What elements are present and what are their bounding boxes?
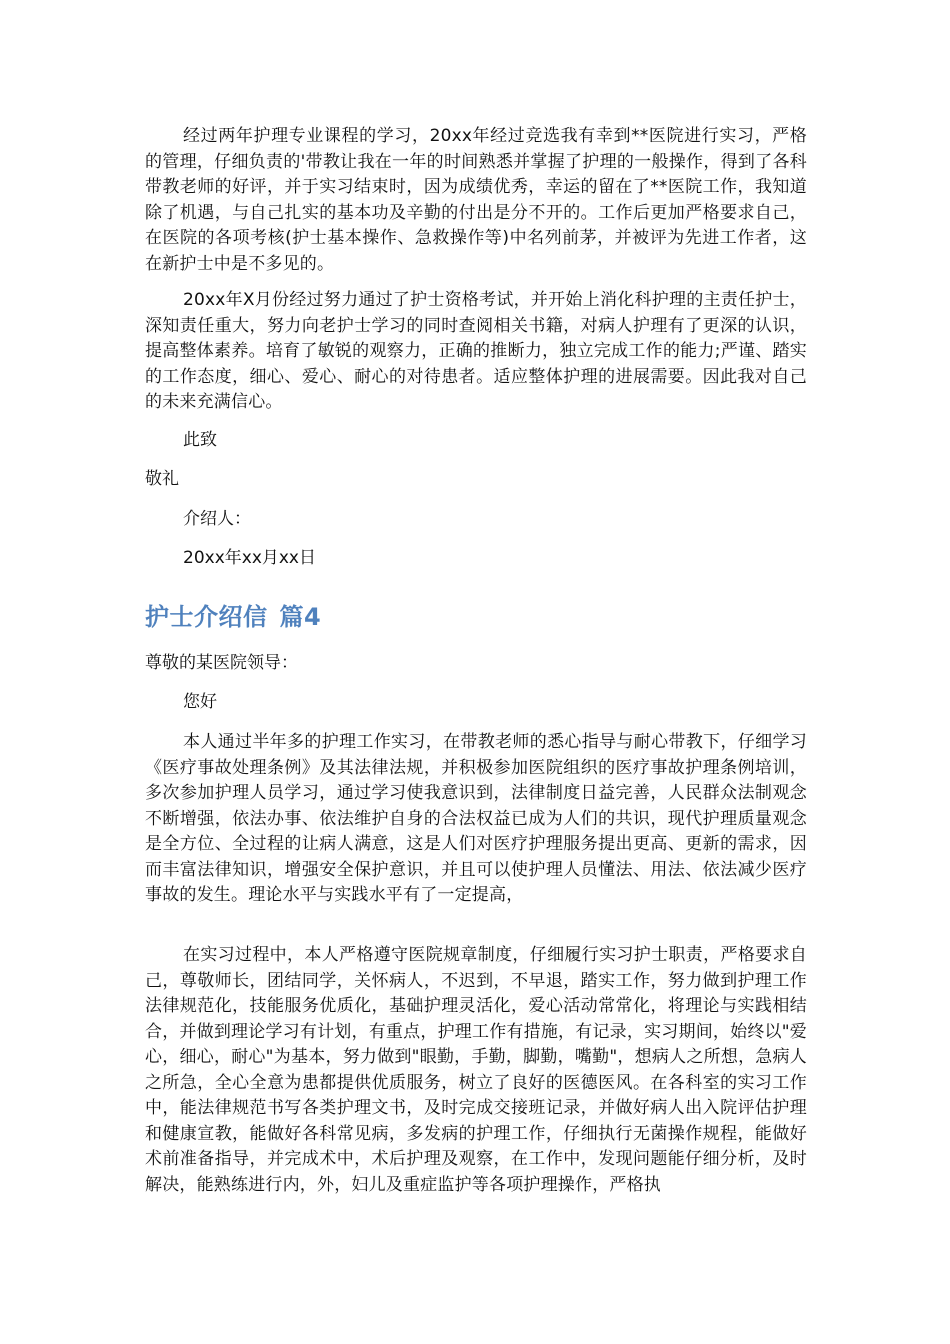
introducer-label: 介绍人： <box>183 509 251 529</box>
paragraph-1: 经过两年护理专业课程的学习，20xx年经过竞选我有幸到**医院进行实习，严格的管理，仔细负责的'带教让我在一年的时间熟悉并掌握了护理的一般操作，得到了各科带教老师的好评，并于实习结束时，因为成绩优秀，幸运的留在了**医院工作，我知道除了机遇，与自己扎实的基本功及辛勤的付出是分不开的。工作后更加严格要求自己，在医院的各项考核(护士基本操作、急救操作等)中名列前茅，并被评为先进工作者，这在新护士中是不多见的。 <box>145 126 807 274</box>
paragraph-4: 在实习过程中，本人严格遵守医院规章制度，仔细履行实习护士职责，严格要求自己，尊敬师长，团结同学，关怀病人，不迟到，不早退，踏实工作，努力做到护理工作法律规范化，技能服务优质化，基础护理灵活化，爱心活动常常化，将理论与实践相结合，并做到理论学习有计划，有重点，护理工作有措施，有记录，实习期间，始终以"爱心，细心，耐心"为基本，努力做到"眼勤，手勤，脚勤，嘴勤"，想病人之所想，急病人之所急，全心全意为患都提供优质服务，树立了良好的医德医风。在各科室的实习工作中，能法律规范书写各类护理文书，及时完成交接班记录，并做好病人出入院评估护理和健康宣教，能做好各科常见病，多发病的护理工作，仔细执行无菌操作规程，能做好术前准备指导，并完成术中，术后护理及观察，在工作中，发现问题能仔细分析，及时解决，能熟练进行内，外，妇儿及重症监护等各项护理操作，严格执 <box>145 945 807 1195</box>
letter-recipient: 尊敬的某医院领导： <box>145 653 298 673</box>
paragraph-3: 本人通过半年多的护理工作实习，在带教老师的悉心指导与耐心带教下，仔细学习《医疗事故处理条例》及其法律法规，并积极参加医院组织的医疗事故护理条例培训，多次参加护理人员学习，通过学习使我意识到，法律制度日益完善，人民群众法制观念不断增强，依法办事、依法维护自身的合法权益已成为人们的共识，现代护理质量观念是全方位、全过程的让病人满意，这是人们对医疗护理服务提出更高、更新的需求，因而丰富法律知识，增强安全保护意识，并且可以使护理人员懂法、用法、依法减少医疗事故的发生。理论水平与实践水平有了一定提高， <box>145 732 807 905</box>
letter-greeting: 您好 <box>183 692 217 712</box>
paragraph-4-container <box>145 943 807 1198</box>
letter-date: 20xx年xx月xx日 <box>183 548 316 568</box>
paragraph-2-container <box>145 288 807 416</box>
paragraph-3-container <box>145 730 807 909</box>
paragraph-1-container <box>145 124 807 277</box>
heading-title: 护士介绍信 <box>145 603 268 631</box>
closing-regards: 敬礼 <box>145 469 179 489</box>
heading-part: 篇4 <box>279 603 322 631</box>
paragraph-2: 20xx年X月份经过努力通过了护士资格考试，并开始上消化科护理的主责任护士，深知责任重大，努力向老护士学习的同时查阅相关书籍，对病人护理有了更深的认识，提高整体素养。培育了敏锐的观察力，正确的推断力，独立完成工作的能力;严谨、踏实的工作态度，细心、爱心、耐心的对待患者。适应整体护理的进展需要。因此我对自己的未来充满信心。 <box>145 290 807 412</box>
section-heading <box>145 597 321 632</box>
closing-salute: 此致 <box>183 430 217 450</box>
